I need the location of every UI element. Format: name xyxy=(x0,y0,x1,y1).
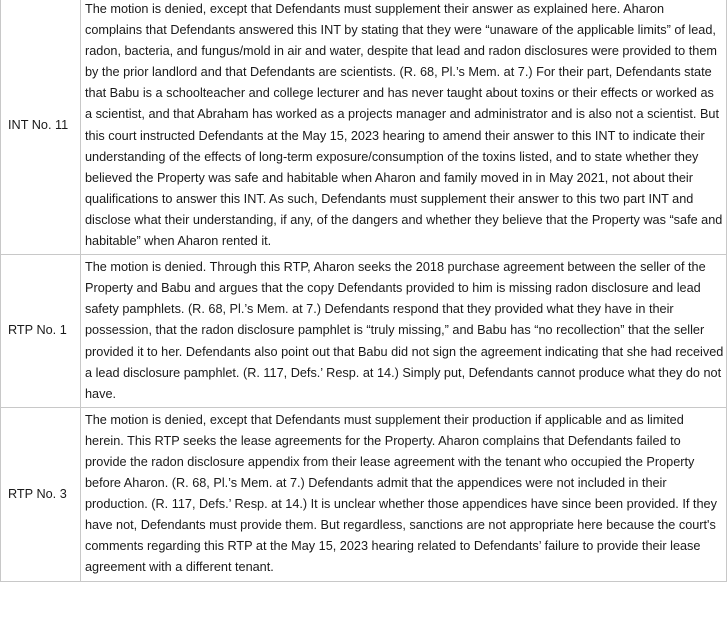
ruling-text: The motion is denied, except that Defendants must supplement their production if applicable and as limited herein. This RTP seeks the lease agreements for the Property. Aharon complains that Defendants failed to provide the radon disclosure appendix from their lease agreement with the tenant who occupied the Property before Aharon. (R. 68, Pl.’s Mem. at 7.) Defendants admit that the appendices were not included in their production. (R. 117, Defs.’ Resp. at 14.) It is unclear whether those appendices have since been provided. If they have not, Defendants must provide them. But regardless, sanctions are not appropriate here because the court's comments regarding this RTP at the May 15, 2023 hearing related to Defendants’ failure to provide their lease agreement with a different tenant. xyxy=(81,407,727,581)
ruling-text: The motion is denied, except that Defendants must supplement their answer as explained here. Aharon complains that Defendants answered this INT by stating that they were “unaware of the applicable limits” of lead, radon, bacteria, and fungus/mold in air and water, despite that lead and radon disclosures were provided to them by the prior landlord and that Defendants are scientists. (R. 68, Pl.’s Mem. at 7.) For their part, Defendants state that Babu is a schoolteacher and college lecturer and has never taught about toxins or their effects or worked as a scientist, and that Abraham has worked as a projects manager and administrator and is also not a scientist. But this court instructed Defendants at the May 15, 2023 hearing to amend their answer to this INT to indicate their understanding of the effects of long-term exposure/consumption of the toxins listed, and to state whether they believed the Property was safe and habitable when Aharon and family moved in in May 2021, not about their qualifications to answer this INT. As such, Defendants must supplement their answer to this two part INT and disclose what their understanding, if any, of the dangers and whether they believe that the Property was “safe and habitable” when Aharon rented it. xyxy=(81,0,727,255)
request-label: RTP No. 3 xyxy=(1,407,81,581)
request-label: RTP No. 1 xyxy=(1,255,81,408)
table-row xyxy=(1,255,727,408)
table-row xyxy=(1,0,727,255)
table-row xyxy=(1,407,727,581)
request-label: INT No. 11 xyxy=(1,0,81,255)
ruling-text: The motion is denied. Through this RTP, Aharon seeks the 2018 purchase agreement between the seller of the Property and Babu and argues that the copy Defendants provided to him is missing radon disclosure and lead safety pamphlets. (R. 68, Pl.’s Mem. at 7.) Defendants respond that they provided what they have in their possession, that the radon disclosure pamphlet is “truly missing,” and Babu has “no recollection” that the seller provided it to her. Defendants also point out that Babu did not sign the agreement indicating that she had received a lead disclosure pamphlet. (R. 117, Defs.’ Resp. at 14.) Simply put, Defendants cannot produce what they do not have. xyxy=(81,255,727,408)
